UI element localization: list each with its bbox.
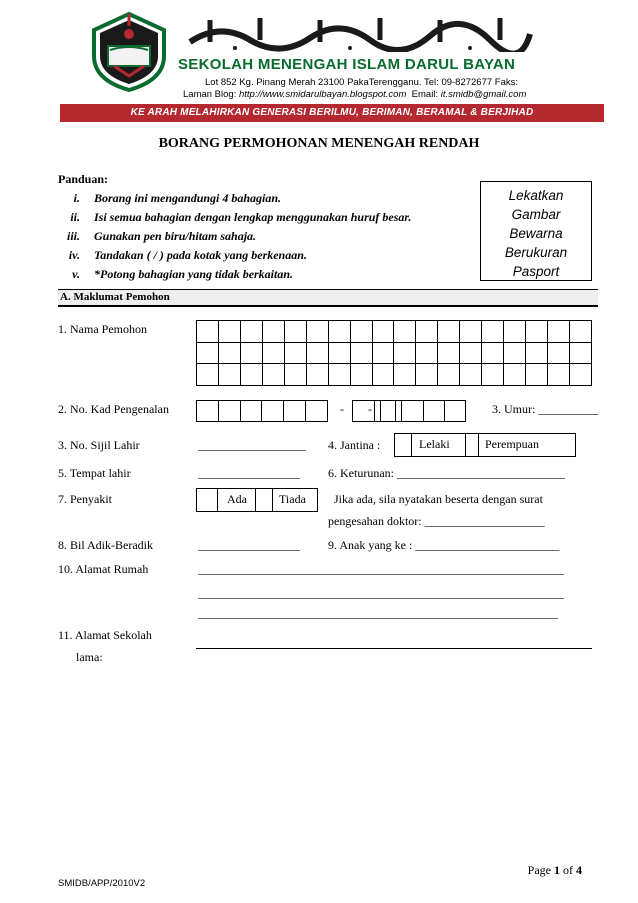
page-of: of	[563, 863, 573, 877]
page-prefix: Page	[527, 863, 551, 877]
guide-item-number: iii.	[66, 229, 80, 243]
page-number	[528, 863, 582, 878]
guide-item-text: Borang ini mengandungi 4 bahagian.	[94, 191, 282, 205]
name-label: 1. Nama Pemohon	[58, 322, 147, 336]
photo-box-line: Pasport	[512, 264, 560, 279]
school-contact	[183, 89, 526, 100]
section-a-header: A. Maklumat Pemohon	[58, 289, 598, 307]
school-name: SEKOLAH MENENGAH ISLAM DARUL BAYAN	[178, 56, 516, 73]
ic-input-part1[interactable]	[196, 400, 328, 422]
illness-checkbox-group	[196, 488, 318, 512]
birth-cert-label: 3. No. Sijil Lahir	[58, 438, 140, 452]
male-checkbox[interactable]	[395, 434, 412, 456]
guide-item-text: *Potong bahagian yang tidak berkaitan.	[94, 267, 294, 281]
blog-url[interactable]: http://www.smidarulbayan.blogspot.com	[238, 89, 407, 100]
gender-checkbox-group	[394, 433, 576, 457]
old-school-label: 11. Alamat Sekolah	[58, 628, 152, 642]
blog-label: Laman Blog:	[183, 89, 237, 100]
guide-label: Panduan:	[58, 172, 109, 186]
arabic-calligraphy-title	[180, 12, 540, 52]
birthplace-label: 5. Tempat lahir	[58, 466, 131, 480]
old-school-address-line[interactable]	[196, 648, 592, 649]
photo-box-line: Berukuran	[504, 245, 568, 260]
current-page: 1	[554, 863, 560, 877]
form-title: BORANG PERMOHONAN MENENGAH RENDAH	[158, 136, 480, 151]
female-checkbox[interactable]	[465, 434, 479, 456]
photo-box-line: Lekatkan	[508, 188, 564, 203]
document-code: SMIDB/APP/2010V2	[58, 878, 146, 889]
illness-yes-checkbox[interactable]	[197, 489, 218, 511]
school-crest-logo	[88, 10, 170, 92]
guide-item-number: v.	[72, 267, 80, 281]
siblings-field[interactable]: _________________	[198, 538, 300, 552]
home-address-line[interactable]: ____________________________________________________________	[198, 606, 558, 620]
age-field[interactable]: 3. Umur: __________	[492, 402, 599, 416]
illness-no-checkbox[interactable]	[255, 489, 273, 511]
ic-input-part3[interactable]	[380, 400, 466, 422]
motto-banner: KE ARAH MELAHIRKAN GENERASI BERILMU, BERIMAN, BERAMAL & BERJIHAD	[60, 104, 604, 122]
school-address: Lot 852 Kg. Pinang Merah 23100 PakaTerengganu. Tel: 09-8272677 Faks:	[205, 77, 519, 88]
guide-item-text: Isi semua bahagian dengan lengkap menggunakan huruf besar.	[94, 210, 412, 224]
guide-item-number: ii.	[70, 210, 80, 224]
passport-photo-box	[480, 181, 592, 281]
gender-label: 4. Jantina :	[328, 438, 381, 452]
male-option-label: Lelaki	[419, 437, 450, 451]
old-school-label-cont: lama:	[76, 650, 103, 664]
ic-label: 2. No. Kad Pengenalan	[58, 402, 169, 416]
ethnicity-field[interactable]: 6. Keturunan: ____________________________	[328, 466, 565, 480]
siblings-label: 8. Bil Adik-Beradik	[58, 538, 153, 552]
ic-dash: -	[368, 402, 372, 416]
illness-label: 7. Penyakit	[58, 492, 112, 506]
photo-box-line: Bewarna	[509, 226, 563, 241]
home-address-line[interactable]: _____________________________________________________________	[198, 562, 564, 576]
illness-no-label: Tiada	[279, 492, 306, 506]
illness-note: Jika ada, sila nyatakan beserta dengan surat	[334, 492, 543, 506]
photo-box-line: Gambar	[511, 207, 561, 222]
female-option-label: Perempuan	[485, 437, 539, 451]
home-address-line[interactable]: _____________________________________________________________	[198, 586, 564, 600]
doctor-confirmation-field[interactable]: pengesahan doktor: ____________________	[328, 514, 545, 528]
illness-yes-label: Ada	[227, 492, 247, 506]
name-input-grid[interactable]	[196, 320, 592, 386]
child-order-field[interactable]: 9. Anak yang ke : ________________________	[328, 538, 560, 552]
home-address-label: 10. Alamat Rumah	[58, 562, 149, 576]
email-label: Email:	[411, 89, 439, 100]
guide-item-number: i.	[73, 191, 80, 205]
birthplace-field[interactable]: _________________	[198, 466, 300, 480]
total-pages: 4	[576, 863, 582, 877]
guide-item-number: iv.	[68, 248, 80, 262]
ic-dash: -	[340, 402, 344, 416]
guide-item-text: Tandakan ( / ) pada kotak yang berkenaan.	[94, 248, 307, 262]
guide-item-text: Gunakan pen biru/hitam sahaja.	[94, 229, 257, 243]
birth-cert-field[interactable]: __________________	[198, 438, 306, 452]
email-address[interactable]: it.smidb@gmail.com	[440, 89, 527, 100]
